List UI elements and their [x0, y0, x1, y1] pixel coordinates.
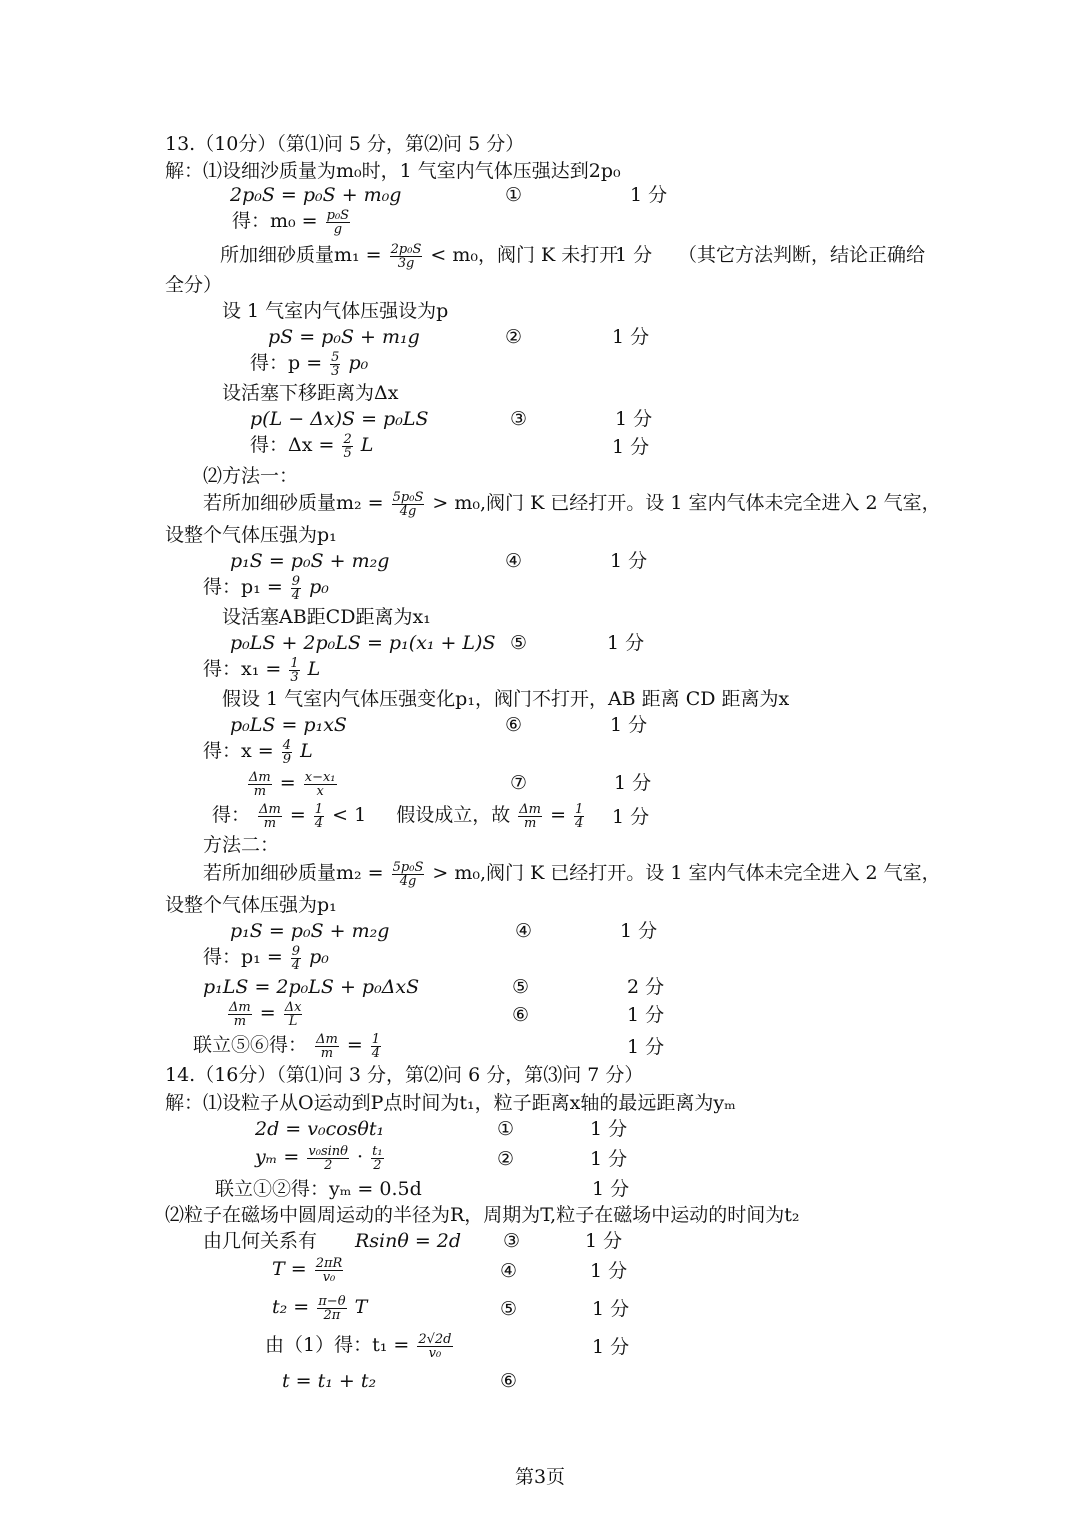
q14-eq2-mark: ②: [497, 1148, 515, 1170]
q13-b-m2-suffix: > m₀,阀门 K 已经打开。设 1 室内气体未完全进入 2 气室，: [432, 862, 941, 884]
q13-res-p1-suffix: p₀: [309, 576, 329, 598]
q13-res-p1: [203, 574, 329, 602]
q13-res-x-frac: $\frac{4}{9}$: [282, 737, 292, 767]
q14-eqt2-frac: $\frac{\pi-\theta}{2\pi}$: [318, 1293, 346, 1323]
q13-res-dx-prefix: 得：Δx =: [250, 434, 335, 456]
q14-eq2-score: 1 分: [590, 1148, 628, 1170]
q14-eq1-mark: ①: [497, 1118, 515, 1140]
q14-eq3-score: 1 分: [585, 1230, 623, 1252]
q14-eq1-score: 1 分: [590, 1118, 628, 1140]
q13-res-p1-frac: $\frac{9}{4}$: [291, 573, 301, 603]
q13-res-p: [250, 350, 368, 378]
q13-b-res-eq: =: [346, 1034, 363, 1056]
q13-eq4: p₁S = p₀S + m₂g: [230, 550, 390, 572]
q13-set-p: 设 1 气室内气体压强设为p: [222, 300, 449, 322]
q13-res-dm2-eq: =: [550, 804, 566, 826]
q13-b-res-p1-suffix: p₀: [309, 946, 329, 968]
q13-eq5-score: 1 分: [607, 632, 645, 654]
q14-part2: ⑵粒子在磁场中圆周运动的半径为R，周期为T,粒子在磁场中运动的时间为t₂: [165, 1204, 800, 1226]
q13-eq6: p₀LS = p₁xS: [230, 714, 347, 736]
q13-eq4-mark: ④: [505, 550, 523, 572]
q13-b-res-p1-prefix: 得：p₁ =: [203, 946, 283, 968]
q13-eq3: p(L − Δx)S = p₀LS: [250, 408, 429, 430]
q13-b-res-p1-frac: $\frac{9}{4}$: [291, 943, 301, 973]
q13-res-x-suffix: L: [300, 740, 313, 762]
q13-eq5: p₀LS + 2p₀LS = p₁(x₁ + L)S: [230, 632, 496, 654]
q13-b-eq6-rfrac: $\frac{\Delta x}{L}$: [284, 999, 302, 1029]
q13-b-m2-prefix: 若所加细砂质量m₂ =: [203, 862, 384, 884]
q13-method2: 方法二：: [203, 834, 280, 856]
q14-eq1: 2d = v₀cosθt₁: [255, 1118, 385, 1140]
q13-res-dm2-frac: $\frac{\Delta m}{m}$: [519, 801, 542, 831]
q13-res-dm-prefix: 得：: [212, 804, 251, 826]
q13-b-eq6-lfrac: $\frac{\Delta m}{m}$: [229, 999, 251, 1029]
q14-eq2-dot: ·: [357, 1146, 364, 1168]
q13-eq7-mark: ⑦: [510, 772, 528, 794]
q13-eq3-mark: ③: [510, 408, 528, 430]
q13-res-m0-prefix: 得：m₀ =: [232, 210, 318, 232]
q13-eq7-eq: =: [279, 772, 296, 794]
q14-header: 14.（16分）（第⑴问 3 分，第⑵问 6 分，第⑶问 7 分）: [165, 1064, 644, 1086]
q13-eq5-mark: ⑤: [510, 632, 528, 654]
q13-b-eq5-score: 2 分: [627, 976, 665, 998]
q14-eqT: [272, 1256, 345, 1284]
q13-b-res-p1: [203, 944, 329, 972]
q13-b-eq6-eq: =: [259, 1002, 276, 1024]
q13-b-res-frac: $\frac{\Delta m}{m}$: [316, 1031, 338, 1061]
q13-set-p1: 设整个气体压强为p₁: [165, 524, 337, 546]
q14-res1: 联立①②得：yₘ = 0.5d: [215, 1178, 422, 1200]
q13-header: 13.（10分）（第⑴问 5 分，第⑵问 5 分）: [165, 133, 525, 155]
q13-m1-suffix: < m₀，阀门 K 未打开: [430, 244, 619, 266]
q14-eq2: [255, 1144, 386, 1172]
q13-eq7: [246, 770, 339, 798]
q13-res-dm-suffix: < 1: [332, 804, 367, 826]
q14-eq4-score: 1 分: [590, 1260, 628, 1282]
q13-b-eq6: [226, 1000, 304, 1028]
q13-b-eq6-mark: ⑥: [512, 1004, 530, 1026]
q13-m1-note: （其它方法判断，结论正确给: [678, 244, 926, 266]
q13-res-dx: [250, 432, 373, 460]
q13-eq6-score: 1 分: [610, 714, 648, 736]
q13-res-dm2-vfrac: $\frac{1}{4}$: [575, 801, 584, 831]
q14-eqt1-score: 1 分: [592, 1336, 630, 1358]
q13-eq6-mark: ⑥: [505, 714, 523, 736]
q13-b-eq4: p₁S = p₀S + m₂g: [230, 920, 390, 942]
q13-m1-prefix: 所加细砂质量m₁ =: [220, 244, 382, 266]
q13-m1-note2: 全分）: [165, 274, 223, 296]
q14-eqt1: [265, 1332, 455, 1360]
q13-eq1: 2p₀S = p₀S + m₀g: [230, 184, 402, 206]
q13-m2-suffix: > m₀,阀门 K 已经打开。设 1 室内气体未完全进入 2 气室，: [432, 492, 941, 514]
q14-eqt2-suffix: T: [354, 1296, 368, 1318]
q14-eqT-frac: $\frac{2\pi R}{\text{v₀}}$: [315, 1255, 343, 1285]
q13-m2-frac: $\frac{\text{5p₀S}}{4g}$: [392, 489, 424, 519]
q13-intro: 解：⑴设细沙质量为m₀时，1 气室内气体压强达到2p₀: [165, 160, 621, 182]
q14-eqt1-prefix: 由（1）得：t₁ =: [265, 1334, 410, 1356]
q14-eq5-score: 1 分: [592, 1298, 630, 1320]
q13-res-dx-suffix: L: [360, 434, 374, 456]
q13-eq7-score: 1 分: [614, 772, 652, 794]
q13-res-dm-text: 假设成立，故: [396, 804, 511, 826]
q13-res-dm-score: 1 分: [612, 806, 650, 828]
q13-res-p-prefix: 得：p =: [250, 352, 323, 374]
q14-res1-score: 1 分: [592, 1178, 630, 1200]
q13-set-dx: 设活塞下移距离为Δx: [222, 382, 399, 404]
q13-m1-score: 1 分: [615, 244, 653, 266]
q13-eq3-score: 1 分: [615, 408, 653, 430]
q13-b-m2-frac: $\frac{\text{5p₀S}}{4g}$: [392, 859, 424, 889]
q14-eqt2: [272, 1294, 367, 1322]
q13-res-x1-frac: $\frac{1}{3}$: [290, 655, 299, 685]
q13-eq2: pS = p₀S + m₁g: [268, 326, 420, 348]
q14-intro: 解：⑴设粒子从O运动到P点时间为t₁，粒子距离x轴的最远距离为yₘ: [165, 1092, 736, 1114]
q13-res-x1: [203, 656, 320, 684]
q13-m2: [203, 490, 941, 518]
q13-res-p-frac: $\frac{5}{3}$: [331, 349, 340, 379]
q14-eq2-frac2: $\frac{\text{t₁}}{2}$: [372, 1143, 383, 1173]
q13-b-res: [193, 1032, 383, 1060]
q13-eq7-rfrac: $\frac{\text{x−x₁}}{x}$: [304, 769, 336, 799]
q14-eqt2-prefix: t₂ =: [272, 1296, 310, 1318]
q13-res-dm-vfrac: $\frac{1}{4}$: [314, 801, 324, 831]
q13-res-dm: [212, 802, 586, 830]
q13-b-res-vfrac: $\frac{1}{4}$: [371, 1031, 381, 1061]
q13-b-res-score: 1 分: [627, 1036, 665, 1058]
q13-m2-prefix: 若所加细砂质量m₂ =: [203, 492, 384, 514]
q13-b-m2: [203, 860, 941, 888]
q13-res-dx-frac: $\frac{2}{5}$: [343, 431, 352, 461]
q13-res-m0-frac: $\frac{\text{p₀S}}{g}$: [326, 207, 350, 237]
q13-b-set-p1: 设整个气体压强为p₁: [165, 894, 337, 916]
q13-eq1-mark: ①: [505, 184, 523, 206]
q13-res-p1-prefix: 得：p₁ =: [203, 576, 283, 598]
q14-eq5-mark: ⑤: [500, 1298, 518, 1320]
q13-eq2-score: 1 分: [612, 326, 650, 348]
q13-part2-method1: ⑵方法一：: [203, 465, 299, 487]
q13-set-x1: 设活塞AB距CD距离为x₁: [222, 606, 431, 628]
q14-eqt: t = t₁ + t₂: [282, 1370, 377, 1392]
q13-eq2-mark: ②: [505, 326, 523, 348]
q13-m1: [220, 242, 618, 270]
q14-geo-eq: Rsinθ = 2d: [355, 1230, 462, 1252]
page-number: 第3页: [514, 1466, 566, 1488]
q13-eq1-score: 1 分: [630, 184, 668, 206]
q14-geo-text: 由几何关系有: [203, 1230, 318, 1252]
q14-eq2-frac1: $\frac{\text{v₀sinθ}}{2}$: [308, 1143, 348, 1173]
q13-res-dx-score: 1 分: [612, 436, 650, 458]
q14-eq4-mark: ④: [500, 1260, 518, 1282]
q13-res-x-prefix: 得：x =: [203, 740, 274, 762]
q13-res-x1-prefix: 得：x₁ =: [203, 658, 282, 680]
q14-eqt1-frac: $\frac{2√2d}{\text{v₀}}$: [418, 1331, 452, 1361]
q13-b-eq4-mark: ④: [515, 920, 533, 942]
q13-res-m0: [232, 208, 352, 236]
q13-res-x: [203, 738, 313, 766]
q13-eq4-score: 1 分: [610, 550, 648, 572]
q13-eq7-lfrac: $\frac{\Delta m}{m}$: [249, 769, 271, 799]
q13-b-eq6-score: 1 分: [627, 1004, 665, 1026]
q13-b-eq5: p₁LS = 2p₀LS + p₀ΔxS: [203, 976, 420, 998]
q13-m1-frac: $\frac{\text{2p₀S}}{3g}$: [390, 241, 422, 271]
q14-eq6-mark: ⑥: [500, 1370, 518, 1392]
q13-res-p-suffix: p₀: [348, 352, 369, 374]
q13-res-dm-eq: =: [289, 804, 306, 826]
q13-b-res-prefix: 联立⑤⑥得：: [193, 1034, 308, 1056]
q13-b-eq5-mark: ⑤: [512, 976, 530, 998]
q13-assume: 假设 1 气室内气体压强变化p₁，阀门不打开，AB 距离 CD 距离为x: [222, 688, 790, 710]
q13-res-dm-frac: $\frac{\Delta m}{m}$: [259, 801, 281, 831]
q14-eqT-prefix: T =: [272, 1258, 307, 1280]
q14-eq2-prefix: yₘ =: [255, 1146, 300, 1168]
q13-res-x1-suffix: L: [307, 658, 321, 680]
q14-eq3-mark: ③: [503, 1230, 521, 1252]
q13-b-eq4-score: 1 分: [620, 920, 658, 942]
